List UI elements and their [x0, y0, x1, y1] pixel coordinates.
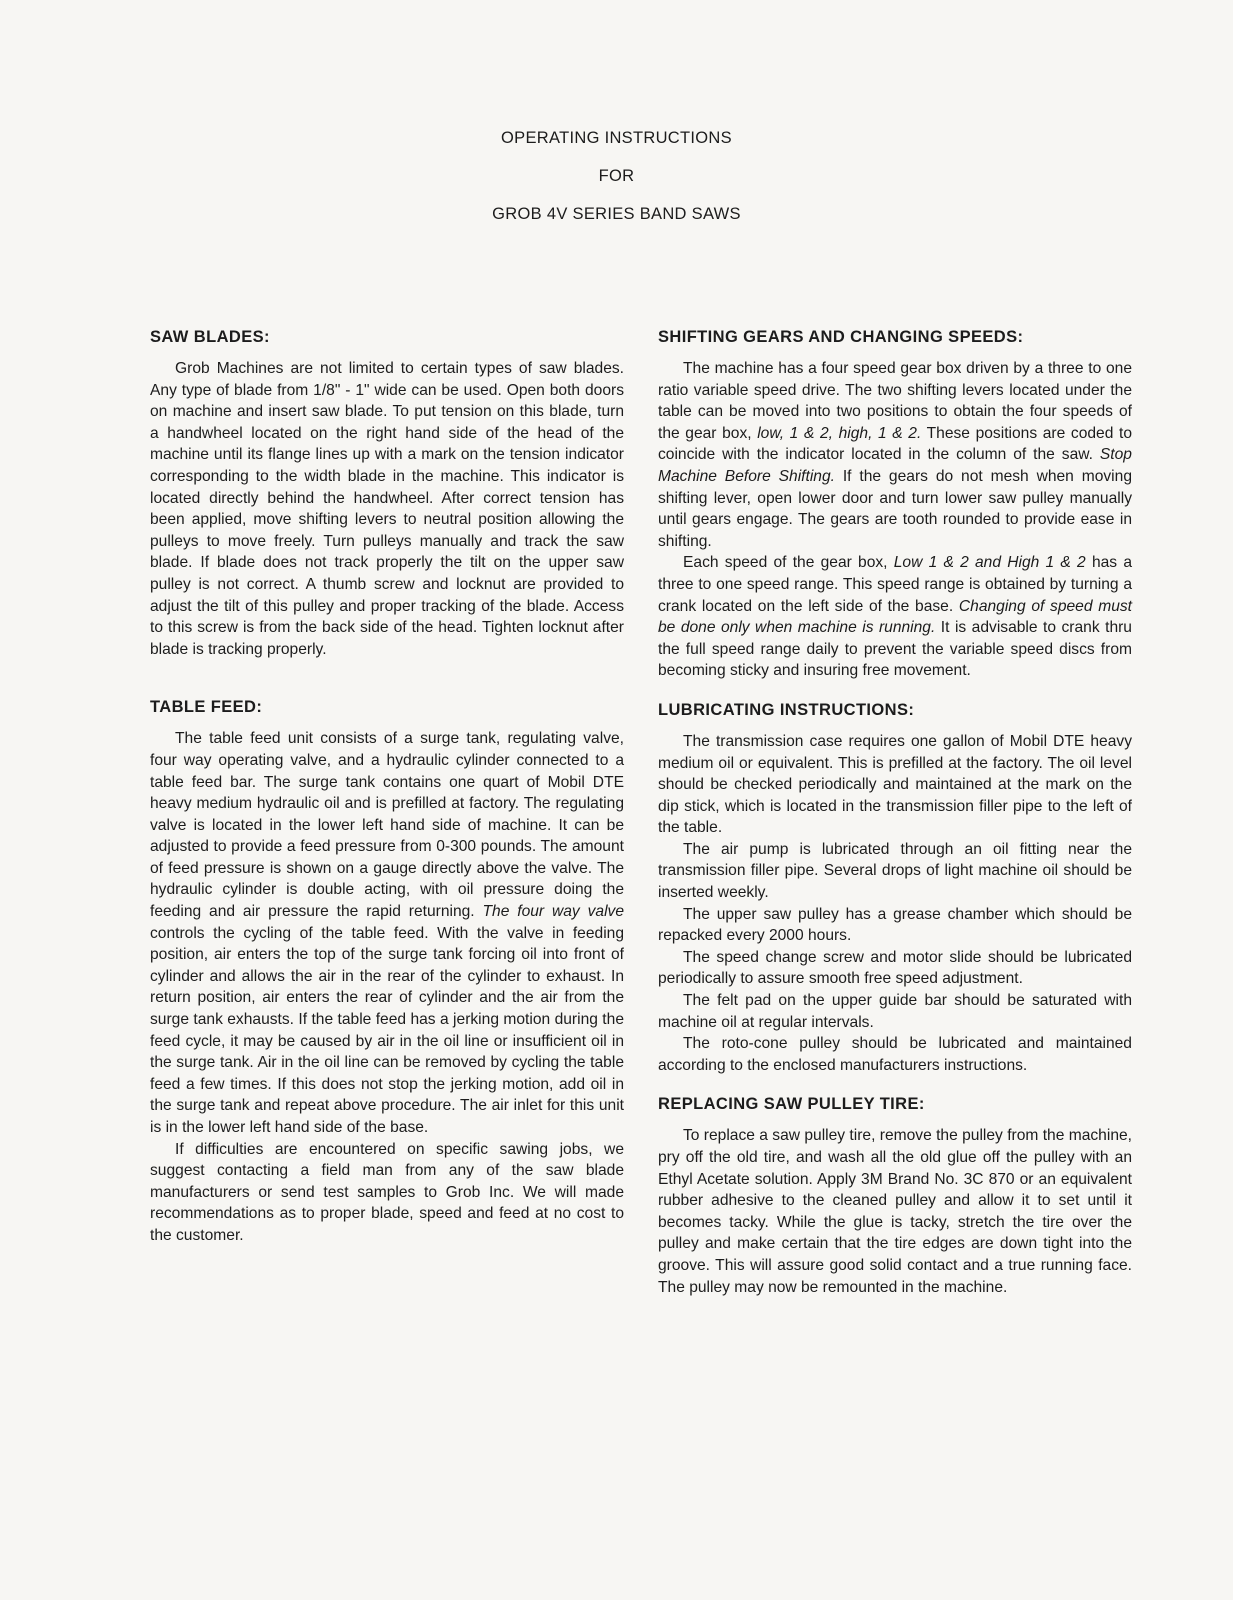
title-line-3: GROB 4V SERIES BAND SAWS	[492, 205, 741, 223]
lubricating-section	[658, 699, 1132, 1077]
table-feed-heading: TABLE FEED:	[150, 698, 263, 717]
shifting-emphasis-2: Stop Machine Before Shifting.	[658, 446, 1132, 485]
replacing-heading: REPLACING SAW PULLEY TIRE:	[658, 1095, 925, 1114]
table-feed-text-b: controls the cycling of the table feed. With the valve in feeding position, air enters the top of the surge tank forcing oil into front of cylinder and allows the air in the rear of the cylinder to exhaust. In return position, air enters the rear of cylinder and the air from the surge tank exhausts. If the table feed has a jerking motion during the feed cycle, it may be caused by air in the oil line or insufficient oil in the surge tank. Air in the oil line can be removed by cycling the table feed a few times. If this does not stop the jerking motion, add oil in the surge tank and repeat above procedure. The air inlet for this unit is in the lower left hand side of the base.	[150, 924, 624, 1136]
shifting-p2-emphasis-2: Changing of speed must be done only when machine is running.	[658, 597, 1133, 637]
shifting-paragraph-2	[658, 552, 1132, 682]
table-feed-section	[150, 696, 624, 1246]
shifting-emphasis-1: low, 1 & 2, high, 1 & 2.	[757, 424, 922, 442]
lubricating-paragraph-5: The felt pad on the upper guide bar should be saturated with machine oil at regular intervals.	[658, 992, 1132, 1031]
lubricating-paragraph-2: The air pump is lubricated through an oil fitting near the transmission filler pipe. Several drops of light machine oil should be inserted weekly.	[658, 840, 1132, 902]
shifting-heading: SHIFTING GEARS AND CHANGING SPEEDS:	[658, 328, 1024, 346]
shifting-p2-text-a: Each speed of the gear box,	[683, 554, 894, 572]
shifting-text-c: If the gears do not mesh when moving shifting lever, open lower door and turn lower saw pulley manually until gears engage. The gears are tooth rounded to provide ease in shifting.	[658, 467, 1132, 550]
lubricating-paragraph-6: The roto-cone pulley should be lubricated and maintained according to the enclosed manufacturers instructions.	[658, 1035, 1132, 1074]
title-line-2: FOR	[598, 167, 635, 185]
lubricating-heading: LUBRICATING INSTRUCTIONS:	[658, 700, 915, 719]
table-feed-paragraph-1	[150, 728, 624, 1138]
right-column	[658, 326, 1132, 1298]
replacing-paragraph: To replace a saw pulley tire, remove the pulley from the machine, pry off the old tire, and wash all the old glue off the pulley with an Ethyl Acetate solution. Apply 3M Brand No. 3C 870 or an equivalent rubber adhesive to the cleaned pulley and allow it to set until it becomes tacky. While the glue is tacky, stretch the tire over the pulley and make certain that the tire edges are down tight into the groove. This will assure good solid contact and a true running face. The pulley may now be remounted in the machine.	[658, 1127, 1132, 1296]
shifting-section	[658, 326, 1132, 682]
saw-blades-heading: SAW BLADES:	[150, 328, 270, 346]
shifting-text-a: The machine has a four speed gear box driven by a three to one ratio variable speed drive. The two shifting levers located under the table can be moved into two positions to obtain the four speeds of the gear box,	[658, 360, 1132, 442]
left-column	[150, 326, 624, 1247]
lubricating-paragraph-4: The speed change screw and motor slide should be lubricated periodically to assure smooth free speed adjustment.	[658, 948, 1132, 988]
shifting-p2-text-c: It is advisable to crank thru the full speed range daily to prevent the variable speed discs from becoming sticky and insuring free movement.	[658, 619, 1132, 680]
table-feed-text-a: The table feed unit consists of a surge tank, regulating valve, four way operating valve, and a hydraulic cylinder connected to a table feed bar. The surge tank contains one quart of Mobil DTE heavy medium hydraulic oil and is prefilled at factory. The regulating valve is located in the lower left hand side of machine. It can be adjusted to provide a feed pressure from 0-300 pounds. The amount of feed pressure is shown on a gauge directly above the valve. The hydraulic cylinder is double acting, with oil pressure doing the feeding and air pressure the rapid returning.	[150, 730, 624, 921]
saw-blades-section	[150, 326, 624, 660]
saw-blades-paragraph: Grob Machines are not limited to certain types of saw blades. Any type of blade from 1/8" - 1" wide can be used. Open both doors on machine and insert saw blade. To put tension on this blade, turn a handwheel located on the right hand side of the head of the machine until its flange lines up with a mark on the tension indicator corresponding to the width blade in the machine. This indicator is located directly behind the handwheel. After correct tension has been applied, move shifting levers to neutral position allowing the pulleys to move freely. Turn pulleys manually and track the saw blade. If blade does not track properly the tilt on the upper saw pulley is not correct. A thumb screw and locknut are provided to adjust the tilt of this pulley and proper tracking of the blade. Access to this screw is from the back side of the head. Tighten locknut after blade is tracking properly.	[150, 360, 624, 658]
document-title	[0, 128, 1233, 242]
title-line-1: OPERATING INSTRUCTIONS	[501, 129, 732, 147]
replacing-section	[658, 1093, 1132, 1298]
shifting-p2-text-b: has a three to one speed range. This speed range is obtained by turning a crank located on the left side of the base.	[658, 554, 1132, 615]
table-feed-paragraph-2: If difficulties are encountered on specific sawing jobs, we suggest contacting a field man from any of the saw blade manufacturers or send test samples to Grob Inc. We will made recommendations as to proper blade, speed and feed at no cost to the customer.	[150, 1140, 624, 1244]
shifting-text-b: These positions are coded to coincide with the indicator located in the column of the saw.	[658, 424, 1132, 464]
shifting-paragraph-1	[658, 358, 1132, 552]
shifting-p2-emphasis-1: Low 1 & 2 and High 1 & 2	[893, 554, 1086, 572]
lubricating-paragraph-1: The transmission case requires one gallon of Mobil DTE heavy medium oil or equivalent. This is prefilled at the factory. The oil level should be checked periodically and maintained at the mark on the dip stick, which is located in the transmission filler pipe to the left of the table.	[658, 732, 1132, 837]
lubricating-paragraph-3: The upper saw pulley has a grease chamber which should be repacked every 2000 hours.	[658, 905, 1132, 945]
table-feed-emphasis: The four way valve	[482, 903, 625, 921]
